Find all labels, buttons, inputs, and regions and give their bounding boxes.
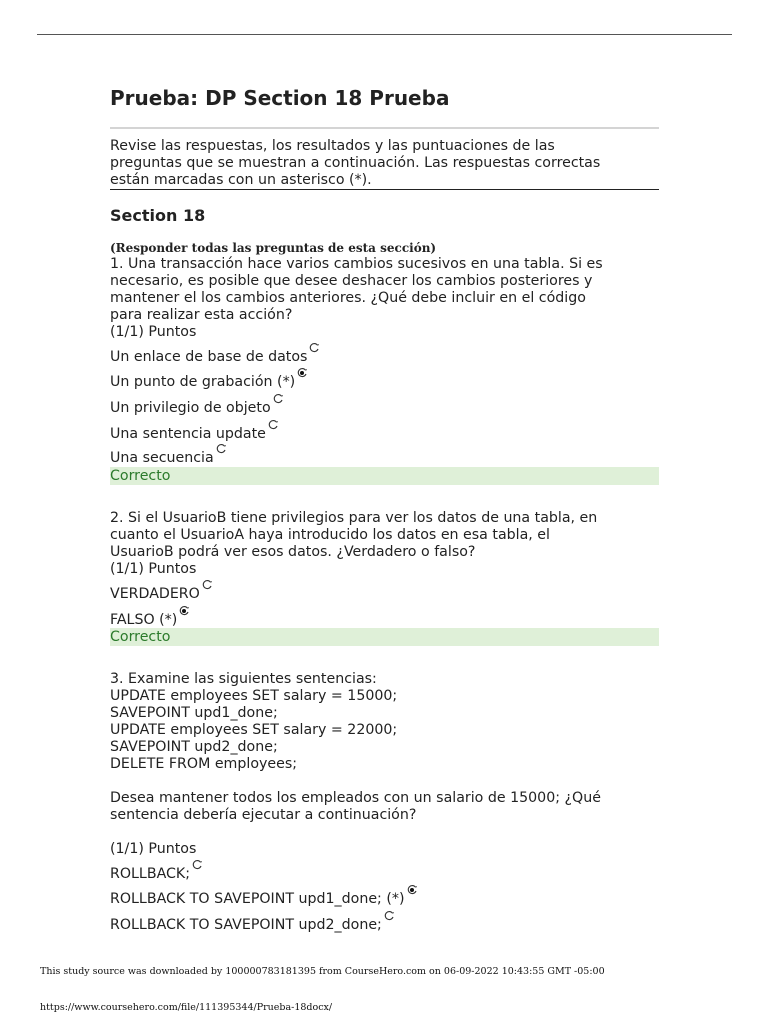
question-1-feedback: Correcto — [110, 467, 659, 485]
question-line: sentencia debería ejecutar a continuación? — [110, 807, 417, 823]
section-instructions: (Responder todas las preguntas de esta sección) — [110, 241, 437, 255]
question-line: 2. Si el UsuarioB tiene privilegios para ver los datos de una tabla, en — [110, 510, 598, 526]
option-label: FALSO (*) — [110, 612, 178, 628]
radio-button-icon[interactable] — [383, 910, 394, 921]
intro-line: preguntas que se muestran a continuación. Las respuestas correctas — [110, 155, 601, 171]
radio-button-icon[interactable] — [201, 579, 212, 590]
question-3-option[interactable] — [110, 866, 202, 882]
radio-button-icon[interactable] — [267, 419, 278, 430]
question-1-option[interactable] — [110, 426, 278, 442]
title-divider — [110, 127, 659, 129]
question-line: necesario, es posible que desee deshacer los cambios posteriores y — [110, 273, 593, 289]
intro-line: Revise las respuestas, los resultados y las puntuaciones de las — [110, 138, 555, 154]
intro-text — [110, 138, 659, 189]
question-line — [110, 773, 659, 790]
option-label: Un privilegio de objeto — [110, 400, 271, 416]
question-2-feedback: Correcto — [110, 628, 659, 646]
question-line: para realizar esta acción? — [110, 307, 293, 323]
question-1-text — [110, 256, 659, 324]
page-title: Prueba: DP Section 18 Prueba — [110, 86, 450, 110]
radio-button-icon[interactable] — [272, 393, 283, 404]
radio-button-icon[interactable] — [178, 605, 189, 616]
option-label: VERDADERO — [110, 586, 200, 602]
radio-button-icon[interactable] — [215, 443, 226, 454]
question-3-option[interactable] — [110, 917, 394, 933]
question-2-option[interactable] — [110, 612, 189, 628]
question-line: Desea mantener todos los empleados con un salario de 15000; ¿Qué — [110, 790, 601, 806]
question-2-option[interactable] — [110, 586, 212, 602]
question-line: cuanto el UsuarioA haya introducido los datos en esa tabla, el — [110, 527, 550, 543]
radio-button-icon[interactable] — [406, 884, 417, 895]
option-label: ROLLBACK TO SAVEPOINT upd2_done; — [110, 917, 382, 933]
radio-button-icon[interactable] — [296, 367, 307, 378]
intro-line: están marcadas con un asterisco (*). — [110, 172, 372, 188]
question-line: 3. Examine las siguientes sentencias: — [110, 671, 377, 687]
question-line: UsuarioB podrá ver esos datos. ¿Verdadero o falso? — [110, 544, 476, 560]
question-3-option[interactable] — [110, 891, 417, 907]
question-1-option[interactable] — [110, 400, 283, 416]
top-rule — [37, 34, 732, 35]
section-title: Section 18 — [110, 206, 206, 225]
question-line: UPDATE employees SET salary = 22000; — [110, 722, 398, 738]
radio-button-icon[interactable] — [308, 342, 319, 353]
option-label: ROLLBACK; — [110, 866, 191, 882]
option-label: Un enlace de base de datos — [110, 349, 308, 365]
option-label: Un punto de grabación (*) — [110, 374, 296, 390]
source-url: https://www.coursehero.com/file/111395344/Prueba-18docx/ — [40, 1002, 333, 1013]
question-line: mantener el los cambios anteriores. ¿Qué debe incluir en el código — [110, 290, 586, 306]
question-1-points: (1/1) Puntos — [110, 324, 197, 340]
question-line: SAVEPOINT upd1_done; — [110, 705, 278, 721]
option-label: Una sentencia update — [110, 426, 266, 442]
question-3-text — [110, 671, 659, 824]
option-label: Una secuencia — [110, 450, 214, 466]
question-1-option[interactable] — [110, 450, 226, 466]
intro-divider — [110, 189, 659, 190]
question-2-points: (1/1) Puntos — [110, 561, 197, 577]
option-label: ROLLBACK TO SAVEPOINT upd1_done; (*) — [110, 891, 405, 907]
question-3-points: (1/1) Puntos — [110, 841, 197, 857]
question-line: 1. Una transacción hace varios cambios sucesivos en una tabla. Si es — [110, 256, 603, 272]
question-1-option[interactable] — [110, 349, 319, 365]
question-line: DELETE FROM employees; — [110, 756, 298, 772]
question-1-option[interactable] — [110, 374, 307, 390]
question-2-text — [110, 510, 659, 561]
question-line: UPDATE employees SET salary = 15000; — [110, 688, 398, 704]
radio-button-icon[interactable] — [191, 859, 202, 870]
download-notice: This study source was downloaded by 100000783181395 from CourseHero.com on 06-09-2022 10:43:55 GMT -05:00 — [40, 966, 605, 977]
question-line: SAVEPOINT upd2_done; — [110, 739, 278, 755]
